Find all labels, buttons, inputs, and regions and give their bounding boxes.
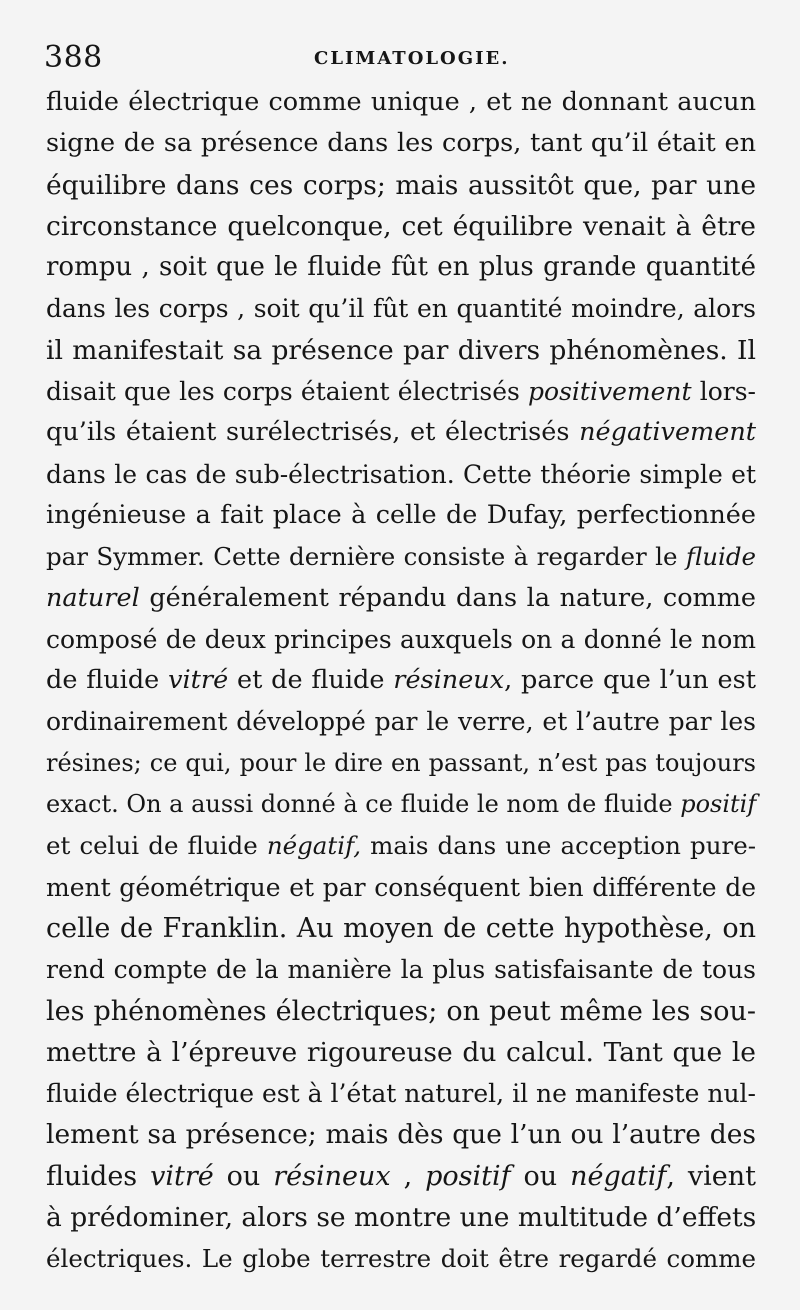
- text-run: lement sa présence; mais dès que l’un ou l’autre des: [46, 1119, 756, 1151]
- text-run: ou: [510, 1160, 571, 1192]
- text-line: [46, 412, 756, 453]
- text-run: lors-: [691, 377, 757, 407]
- text-line: [46, 247, 756, 288]
- text-run: qu’ils étaient surélectrisés, et électrisés: [46, 417, 580, 448]
- text-line: [46, 330, 756, 371]
- italic-text: fluide: [685, 542, 756, 572]
- text-line: [46, 578, 756, 619]
- text-run: , vient: [666, 1160, 757, 1192]
- text-line: [46, 619, 756, 660]
- text-line: [46, 1073, 756, 1114]
- text-run: ,: [390, 1160, 426, 1192]
- text-run: mettre à l’épreuve rigoureuse du calcul. Tant que le: [46, 1036, 756, 1068]
- text-run: résines; ce qui, pour le dire en passant, n’est pas toujours: [46, 748, 756, 777]
- text-run: rend compte de la manière la plus satisfaisante de tous: [46, 955, 756, 985]
- text-line: [46, 825, 756, 866]
- text-line: [46, 288, 756, 329]
- text-run: et celui de fluide: [46, 831, 267, 861]
- italic-text: positif: [680, 790, 757, 819]
- text-line: [46, 991, 756, 1032]
- text-run: fluides: [46, 1160, 151, 1192]
- italic-text: négativement: [579, 417, 756, 448]
- page-number: 388: [44, 40, 103, 75]
- text-line: [46, 1032, 756, 1073]
- text-line: [46, 701, 756, 742]
- text-line: [46, 454, 756, 495]
- italic-text: négatif: [570, 1160, 667, 1192]
- text-run: généralement répandu dans la nature, comme: [139, 582, 756, 613]
- text-line: [46, 908, 756, 949]
- text-line: [46, 495, 756, 536]
- text-line: [46, 949, 756, 990]
- text-line: [46, 1197, 756, 1238]
- text-run: et de fluide: [228, 665, 394, 696]
- text-run: dans les corps , soit qu’il fût en quantité moindre, alors: [46, 294, 756, 324]
- text-run: , parce que l’un est: [504, 665, 756, 696]
- text-run: ingénieuse a fait place à celle de Dufay, perfectionnée: [46, 499, 756, 530]
- text-run: disait que les corps étaient électrisés: [46, 377, 529, 407]
- text-run: ment géométrique et par conséquent bien différente de: [46, 872, 756, 902]
- text-line: [46, 1238, 756, 1279]
- text-line: [46, 867, 756, 908]
- text-line: [46, 123, 756, 164]
- text-run: fluide électrique est à l’état naturel, il ne manifeste nul-: [46, 1079, 756, 1109]
- text-run: rompu , soit que le fluide fût en plus grande quantité: [46, 252, 756, 283]
- page-header: [44, 38, 760, 78]
- italic-text: vitré: [168, 665, 229, 696]
- text-run: dans le cas de sub-électrisation. Cette théorie simple et: [46, 459, 756, 489]
- text-line: [46, 371, 756, 412]
- italic-text: négatif,: [266, 831, 362, 861]
- text-run: il manifestait sa présence par divers phénomènes. Il: [46, 334, 756, 366]
- text-line: [46, 206, 756, 247]
- italic-text: résineux: [393, 665, 505, 696]
- text-line: [46, 784, 756, 825]
- text-line: [46, 82, 756, 123]
- text-run: composé de deux principes auxquels on a donné le nom: [46, 624, 756, 654]
- text-run: équilibre dans ces corps; mais aussitôt que, par une: [46, 169, 756, 201]
- text-run: les phénomènes électriques; on peut même les sou-: [46, 995, 756, 1027]
- italic-text: vitré: [150, 1160, 214, 1192]
- italic-text: résineux: [273, 1160, 391, 1192]
- text-line: [46, 1156, 756, 1197]
- body-text: [46, 82, 756, 1280]
- text-line: [46, 165, 756, 206]
- text-run: fluide électrique comme unique , et ne donnant aucun: [46, 87, 756, 117]
- italic-text: positivement: [528, 377, 692, 407]
- running-head: CLIMATOLOGIE.: [314, 48, 510, 69]
- text-line: [46, 660, 756, 701]
- text-run: ou: [213, 1160, 274, 1192]
- text-run: ordinairement développé par le verre, et l’autre par les: [46, 707, 756, 737]
- text-run: électriques. Le globe terrestre doit être regardé comme: [46, 1244, 756, 1274]
- text-run: circonstance quelconque, cet équilibre venait à être: [46, 210, 756, 242]
- text-run: exact. On a aussi donné à ce fluide le nom de fluide: [46, 790, 681, 819]
- text-line: [46, 536, 756, 577]
- italic-text: positif: [425, 1160, 511, 1192]
- text-line: [46, 1114, 756, 1155]
- text-run: par Symmer. Cette dernière consiste à regarder le: [46, 542, 686, 572]
- text-run: mais dans une acception pure-: [361, 831, 757, 861]
- text-run: signe de sa présence dans les corps, tant qu’il était en: [46, 128, 756, 159]
- text-run: de fluide: [46, 665, 169, 696]
- text-run: celle de Franklin. Au moyen de cette hypothèse, on: [46, 912, 756, 944]
- italic-text: naturel: [46, 582, 140, 613]
- text-line: [46, 743, 756, 784]
- text-run: à prédominer, alors se montre une multitude d’effets: [46, 1202, 757, 1234]
